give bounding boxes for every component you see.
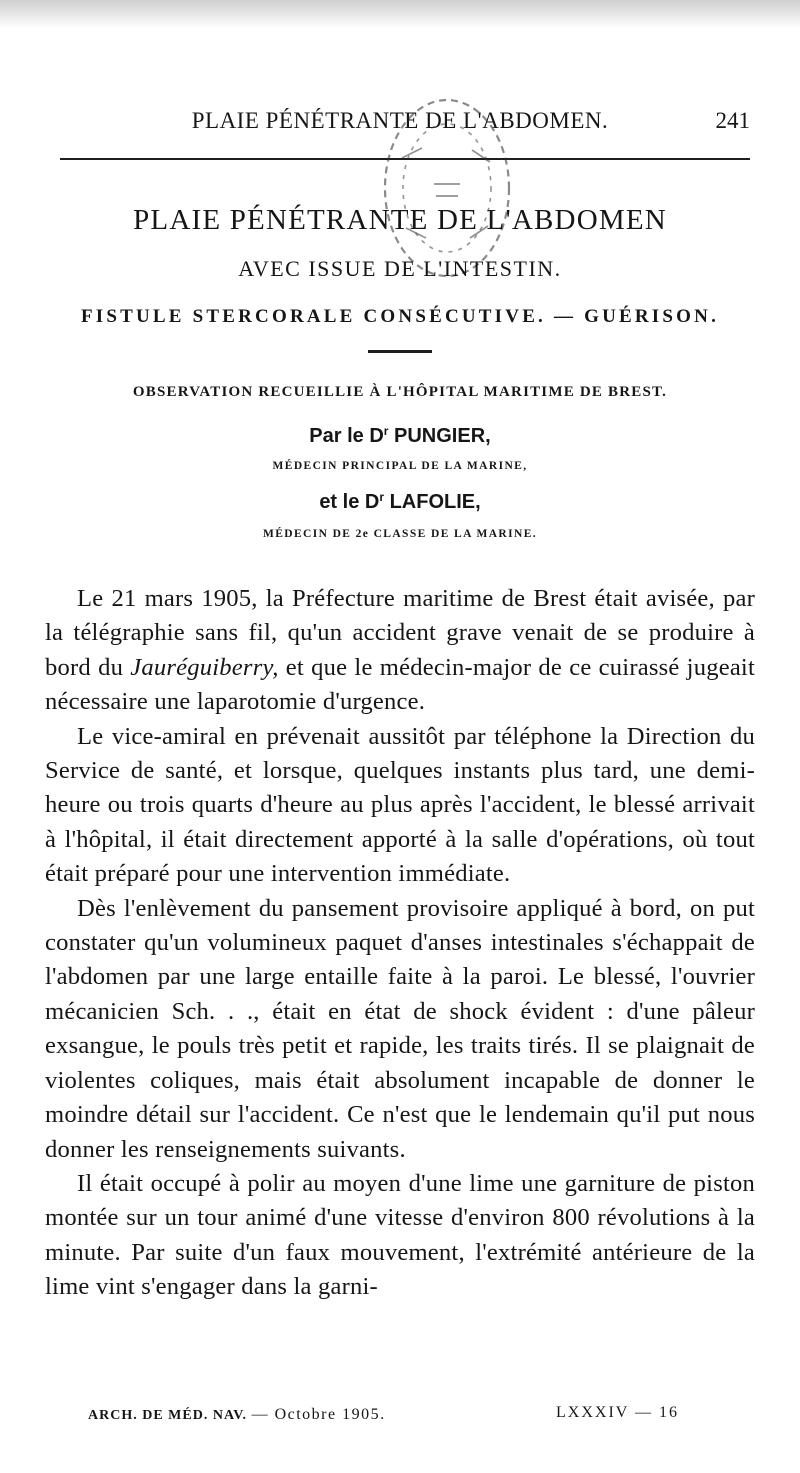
body-text xyxy=(45,582,755,1305)
article-subtitle-2: FISTULE STERCORALE CONSÉCUTIVE. — GUÉRISON. xyxy=(80,306,720,327)
author-2-role: MÉDECIN DE 2e CLASSE DE LA MARINE. xyxy=(262,528,538,540)
journal-date: — Octobre 1905. xyxy=(251,1406,386,1423)
author-2-prefix: et le D xyxy=(319,491,380,513)
paragraph-3: Dès l'enlèvement du pansement provisoire appliqué à bord, on put constater qu'un volumineux paquet d'anses intestinales s'échappait de l'abdomen par une large entaille faite à la paroi. Le blessé, l'ouvrier mécanicien Sch. . ., était en état de shock évident : d'une pâleur exsangue, le pouls très petit et rapide, les traits tirés. Il se plaignait de violentes coliques, mais était absolument incapable de donner le moindre détail sur l'accident. Ce n'est que le lendemain qu'il put nous donner les renseignements suivants. xyxy=(45,894,755,1163)
ship-name: Jauréguiberry, xyxy=(130,653,279,681)
footer-journal xyxy=(88,1406,386,1424)
paragraph-2: Le vice-amiral en prévenait aussitôt par téléphone la Direction du Service de santé, et lorsque, quelques instants plus tard, une demi-heure ou trois quarts d'heure au plus après l'accident, le blessé arrivait à l'hôpital, il était directement apporté à la salle d'opérations, où tout était préparé pour une intervention immédiate. xyxy=(45,722,755,888)
author-1-role: MÉDECIN PRINCIPAL DE LA MARINE, xyxy=(272,460,528,472)
observation-line: OBSERVATION RECUEILLIE À L'HÔPITAL MARITIME DE BREST. xyxy=(132,384,668,400)
paragraph-1-text-a: Le 21 mars 1905, la Préfecture maritime de Brest était avisée, par la télégraphie sans fil, qu'un accident grave venait de se produire à bord du xyxy=(45,585,755,681)
signature-mark: LXXXIV — 16 xyxy=(556,1404,680,1421)
running-title: PLAIE PÉNÉTRANTE DE L'ABDOMEN. xyxy=(191,108,609,133)
author-1-prefix: Par le D xyxy=(309,425,384,447)
article-subtitle: AVEC ISSUE DE L'INTESTIN. xyxy=(238,256,562,281)
journal-name: ARCH. DE MÉD. NAV. xyxy=(88,1408,248,1423)
author-1 xyxy=(0,424,800,448)
author-2-name: LAFOLIE, xyxy=(384,491,481,513)
paragraph-1 xyxy=(45,582,755,720)
title-rule xyxy=(368,350,432,353)
article-title: PLAIE PÉNÉTRANTE DE L'ABDOMEN xyxy=(133,204,667,236)
page-footer xyxy=(0,1400,800,1430)
page-number: 241 xyxy=(715,108,750,133)
author-2-sup: r xyxy=(379,490,385,504)
author-2 xyxy=(0,490,800,514)
paragraph-1-text-b: et que le médecin-major de ce cuirassé jugeait nécessaire une laparotomie d'urgence. xyxy=(45,653,755,716)
paragraph-4: Il était occupé à polir au moyen d'une lime une garniture de piston montée sur un tour animé d'une vitesse d'environ 800 révolutions à la minute. Par suite d'un faux mouvement, l'extrémité antérieure de la lime vint s'engager dans la garni- xyxy=(45,1169,755,1301)
author-1-sup: r xyxy=(383,424,389,438)
author-1-name: PUNGIER, xyxy=(388,425,491,447)
scan-edge-shadow xyxy=(0,0,800,28)
